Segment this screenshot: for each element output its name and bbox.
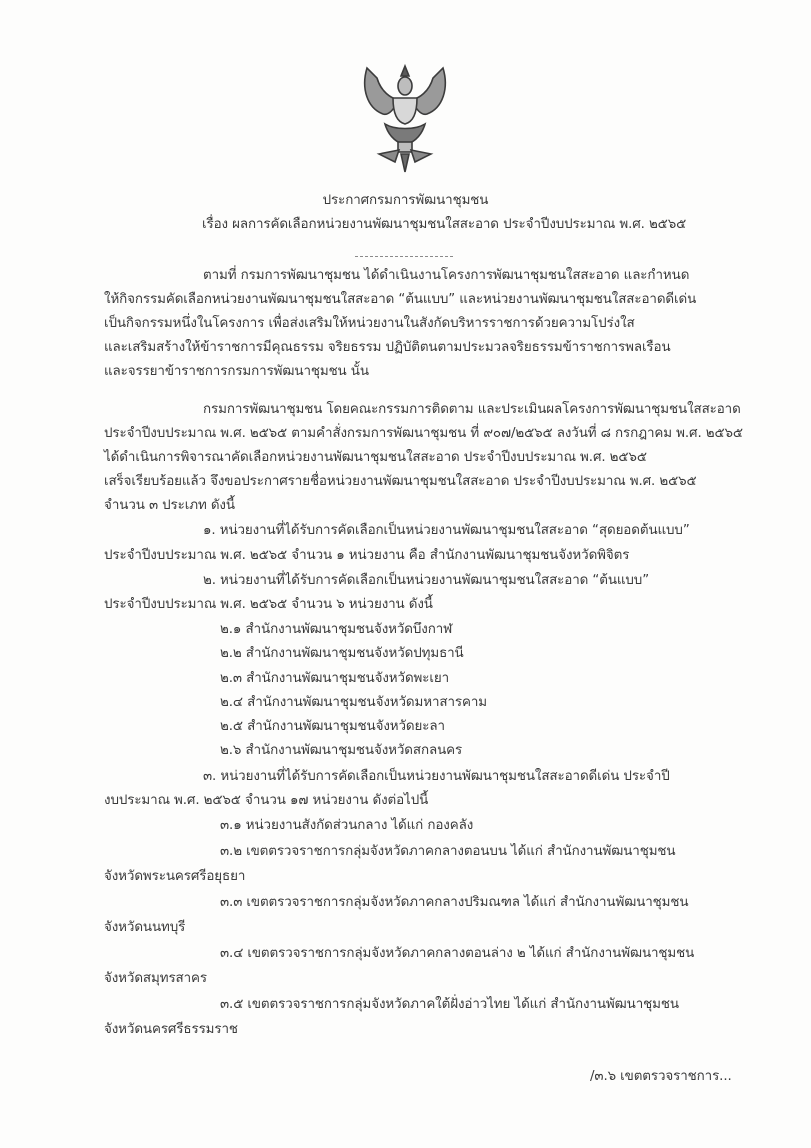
section-1-line: ประจำปีงบประมาณ พ.ศ. ๒๕๖๕ จำนวน ๑ หน่วยงาน คือ สำนักงานพัฒนาชุมชนจังหวัดพิจิตร xyxy=(104,548,630,563)
section-3-line: งบประมาณ พ.ศ. ๒๕๖๕ จำนวน ๑๗ หน่วยงาน ดังต่อไปนี้ xyxy=(104,793,429,808)
section-2-item: ๒.๖ สำนักงานพัฒนาชุมชนจังหวัดสกลนคร xyxy=(220,743,463,758)
paragraph-1-line: ตามที่ กรมการพัฒนาชุมชน ได้ดำเนินงานโครงการพัฒนาชุมชนใสสะอาด และกำหนด xyxy=(203,268,690,283)
section-3-item: ๓.๓ เขตตรวจราชการกลุ่มจังหวัดภาคกลางปริมณฑล ได้แก่ สำนักงานพัฒนาชุมชน xyxy=(220,895,689,910)
section-1-heading: ๑. หน่วยงานที่ได้รับการคัดเลือกเป็นหน่วยงานพัฒนาชุมชนใสสะอาด “สุดยอดต้นแบบ” xyxy=(203,523,690,538)
section-2-item: ๒.๕ สำนักงานพัฒนาชุมชนจังหวัดยะลา xyxy=(220,719,445,734)
document-title: ประกาศกรมการพัฒนาชุมชน xyxy=(322,193,489,208)
section-2-item: ๒.๔ สำนักงานพัฒนาชุมชนจังหวัดมหาสารคาม xyxy=(220,695,487,710)
paragraph-2-line: เสร็จเรียบร้อยแล้ว จึงขอประกาศรายชื่อหน่วยงานพัฒนาชุมชนใสสะอาด ประจำปีงบประมาณ พ.ศ. ๒๕๖๕ xyxy=(104,474,697,489)
section-3-item: ๓.๕ เขตตรวจราชการกลุ่มจังหวัดภาคใต้ฝั่งอ่าวไทย ได้แก่ สำนักงานพัฒนาชุมชน xyxy=(220,997,679,1012)
section-2-line: ประจำปีงบประมาณ พ.ศ. ๒๕๖๕ จำนวน ๖ หน่วยงาน ดังนี้ xyxy=(104,597,433,612)
paragraph-1-line: และจรรยาข้าราชการกรมการพัฒนาชุมชน นั้น xyxy=(104,364,369,379)
paragraph-1-line: และเสริมสร้างให้ข้าราชการมีคุณธรรม จริยธรรม ปฏิบัติตนตามประมวลจริยธรรมข้าราชการพลเรือน xyxy=(104,340,671,355)
section-2-item: ๒.๒ สำนักงานพัฒนาชุมชนจังหวัดปทุมธานี xyxy=(220,646,464,661)
section-3-heading: ๓. หน่วยงานที่ได้รับการคัดเลือกเป็นหน่วยงานพัฒนาชุมชนใสสะอาดดีเด่น ประจำปี xyxy=(203,769,670,784)
section-3-item: ๓.๔ เขตตรวจราชการกลุ่มจังหวัดภาคกลางตอนล่าง ๒ ได้แก่ สำนักงานพัฒนาชุมชน xyxy=(220,946,695,961)
section-3-item: ๓.๒ เขตตรวจราชการกลุ่มจังหวัดภาคกลางตอนบน ได้แก่ สำนักงานพัฒนาชุมชน xyxy=(220,844,676,859)
section-3-item-continued: จังหวัดสมุทรสาคร xyxy=(104,971,207,986)
section-2-heading: ๒. หน่วยงานที่ได้รับการคัดเลือกเป็นหน่วยงานพัฒนาชุมชนใสสะอาด “ต้นแบบ” xyxy=(203,573,650,588)
paragraph-1-line: เป็นกิจกรรมหนึ่งในโครงการ เพื่อส่งเสริมให้หน่วยงานในสังกัดบริหารราชการด้วยความโปร่งใส xyxy=(104,316,635,331)
title-separator xyxy=(355,256,453,257)
paragraph-2-line: กรมการพัฒนาชุมชน โดยคณะกรรมการติดตาม และประเมินผลโครงการพัฒนาชุมชนใสสะอาด xyxy=(203,402,741,417)
section-3-item-continued: จังหวัดนครศรีธรรมราช xyxy=(104,1022,238,1037)
garuda-emblem-icon xyxy=(355,58,455,176)
section-2-item: ๒.๓ สำนักงานพัฒนาชุมชนจังหวัดพะเยา xyxy=(220,671,449,686)
paragraph-1-line: ให้กิจกรรมคัดเลือกหน่วยงานพัฒนาชุมชนใสสะอาด “ต้นแบบ” และหน่วยงานพัฒนาชุมชนใสสะอาดดีเด่น xyxy=(104,292,697,307)
paragraph-2-line: จำนวน ๓ ประเภท ดังนี้ xyxy=(104,498,235,513)
section-3-item: ๓.๑ หน่วยงานสังกัดส่วนกลาง ได้แก่ กองคลัง xyxy=(220,818,474,833)
continuation-note: /๓.๖ เขตตรวจราชการ... xyxy=(590,1069,732,1084)
document-subject: เรื่อง ผลการคัดเลือกหน่วยงานพัฒนาชุมชนใสสะอาด ประจำปีงบประมาณ พ.ศ. ๒๕๖๕ xyxy=(202,217,687,232)
paragraph-2-line: ประจำปีงบประมาณ พ.ศ. ๒๕๖๕ ตามคำสั่งกรมการพัฒนาชุมชน ที่ ๙๐๗/๒๕๖๕ ลงวันที่ ๘ กรกฎาคม พ.ศ. ๒๕๖๕ xyxy=(104,426,743,441)
section-3-item-continued: จังหวัดพระนครศรีอยุธยา xyxy=(104,869,246,884)
paragraph-2-line: ได้ดำเนินการพิจารณาคัดเลือกหน่วยงานพัฒนาชุมชนใสสะอาด ประจำปีงบประมาณ พ.ศ. ๒๕๖๕ xyxy=(104,450,647,465)
section-3-item-continued: จังหวัดนนทบุรี xyxy=(104,920,186,935)
section-2-item: ๒.๑ สำนักงานพัฒนาชุมชนจังหวัดบึงกาฬ xyxy=(220,622,453,637)
